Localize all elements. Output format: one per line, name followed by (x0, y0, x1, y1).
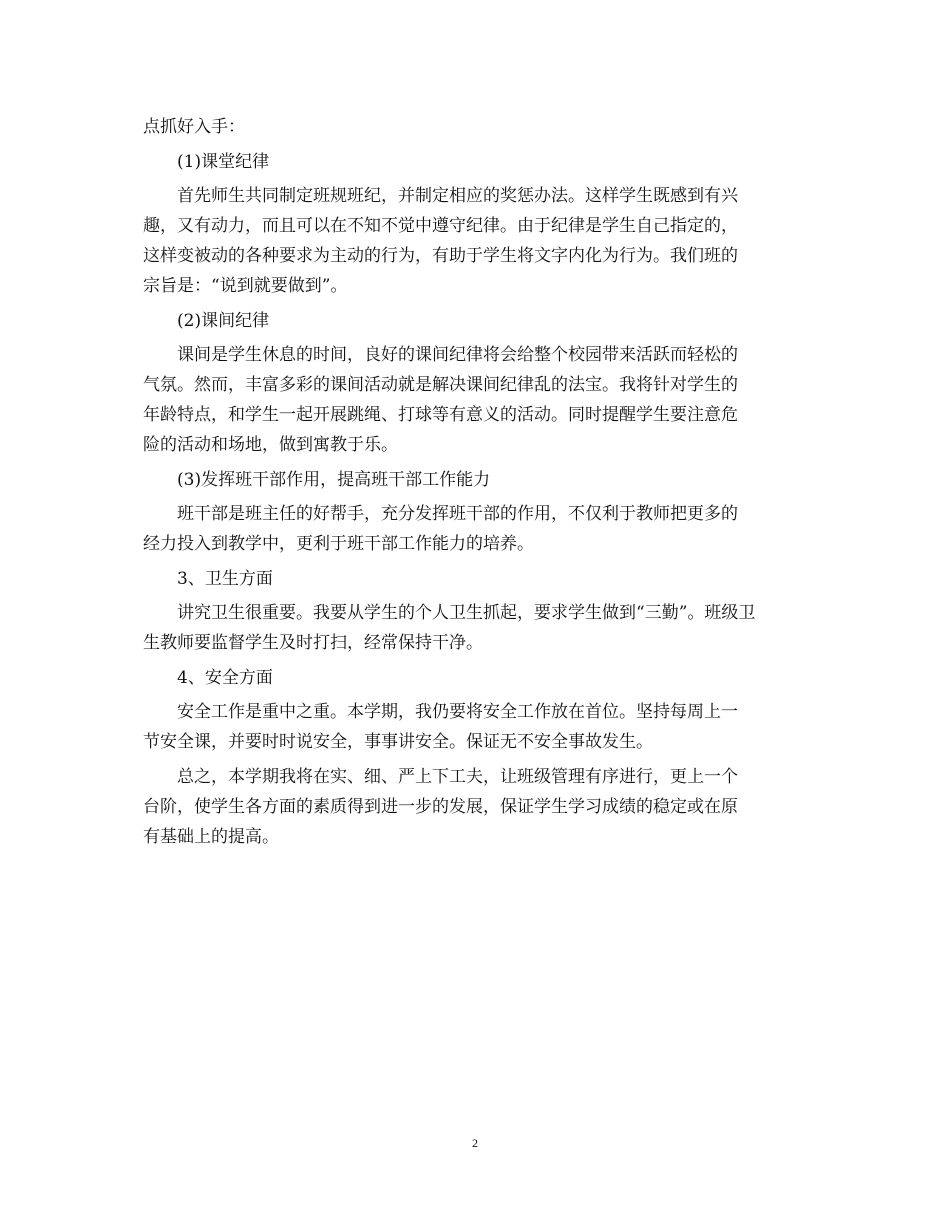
page-number: 2 (472, 1136, 478, 1150)
paragraph (143, 147, 811, 177)
paragraph (143, 306, 811, 336)
text-line: 生教师要监督学生及时打扫，经常保持干净。 (143, 633, 483, 653)
paragraph (143, 499, 811, 559)
paragraph (143, 112, 811, 142)
paragraph (143, 340, 811, 460)
text-line: 4、安全方面 (177, 667, 273, 688)
text-line: 点抓好入手： (143, 117, 245, 137)
text-line: 安全工作是重中之重。本学期，我仍要将安全工作放在首位。坚持每周上一 (177, 702, 738, 722)
text-line: 险的活动和场地，做到寓教于乐。 (143, 435, 398, 455)
paragraph (143, 564, 811, 594)
text-line: 宗旨是：“说到就要做到”。 (143, 276, 348, 296)
text-line: 气氛。然而，丰富多彩的课间活动就是解决课间纪律乱的法宝。我将针对学生的 (143, 375, 738, 395)
text-line: 总之，本学期我将在实、细、严上下工夫，让班级管理有序进行，更上一个 (177, 766, 738, 787)
text-line: 3、卫生方面 (177, 568, 273, 589)
text-line: 台阶，使学生各方面的素质得到进一步的发展，保证学生学习成绩的稳定或在原 (143, 796, 738, 817)
text-line: 经力投入到教学中，更利于班干部工作能力的培养。 (143, 534, 534, 554)
text-line: 趣，又有动力，而且可以在不知不觉中遵守纪律。由于纪律是学生自己指定的， (143, 216, 738, 236)
paragraph (143, 181, 811, 301)
text-line: 课间是学生休息的时间，良好的课间纪律将会给整个校园带来活跃而轻松的 (177, 345, 738, 365)
text-line: 讲究卫生很重要。我要从学生的个人卫生抓起，要求学生做到“三勤”。班级卫 (177, 603, 756, 623)
text-line: 首先师生共同制定班规班纪，并制定相应的奖惩办法。这样学生既感到有兴 (177, 186, 738, 206)
paragraph (143, 762, 811, 852)
text-line: (1)课堂纪律 (177, 151, 270, 172)
paragraph (143, 697, 811, 757)
document-body (143, 112, 811, 852)
paragraph (143, 598, 811, 658)
text-line: 年龄特点，和学生一起开展跳绳、打球等有意义的活动。同时提醒学生要注意危 (143, 405, 738, 425)
paragraph (143, 663, 811, 693)
text-line: 有基础上的提高。 (143, 826, 279, 847)
text-line: (3)发挥班干部作用，提高班干部工作能力 (177, 469, 491, 490)
text-line: (2)课间纪律 (177, 310, 270, 331)
text-line: 节安全课，并要时时说安全，事事讲安全。保证无不安全事故发生。 (143, 732, 653, 752)
text-line: 班干部是班主任的好帮手，充分发挥班干部的作用，不仅利于教师把更多的 (177, 504, 738, 524)
text-line: 这样变被动的各种要求为主动的行为，有助于学生将文字内化为行为。我们班的 (143, 246, 738, 266)
paragraph (143, 465, 811, 495)
